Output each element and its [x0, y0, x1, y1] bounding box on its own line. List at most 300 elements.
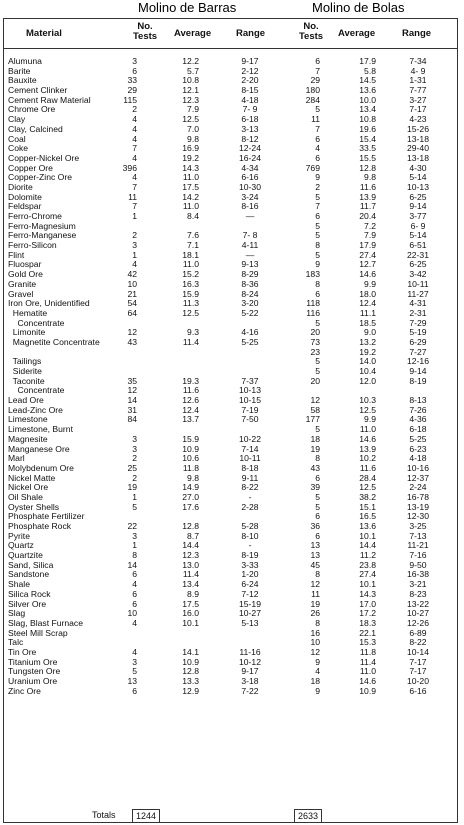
barras-average-cell: 12.5	[182, 307, 199, 318]
barras-tests-cell: 7	[132, 181, 137, 192]
barras-range-cell: 3-33	[241, 559, 259, 570]
barras-average-cell: 16.9	[182, 143, 199, 154]
bolas-average-cell: 22.1	[359, 627, 376, 638]
barras-range-cell: 4-16	[241, 327, 259, 338]
material-cell: Concentrate	[8, 385, 65, 396]
barras-range-cell: 8-19	[241, 550, 259, 561]
table-row	[4, 541, 457, 551]
barras-average-cell: 14.1	[182, 646, 199, 657]
barras-tests-cell: 4	[132, 152, 137, 163]
bolas-average-cell: 19.2	[359, 346, 376, 357]
material-cell: Flint	[8, 249, 25, 260]
barras-average-cell: 11.6	[182, 385, 199, 396]
bolas-tests-cell: 16	[310, 627, 320, 638]
bolas-range-cell: 2-24	[409, 482, 427, 493]
bolas-average-cell: 17.9	[359, 56, 376, 66]
barras-average-cell: 15.9	[182, 288, 199, 299]
barras-tests-cell: 2	[132, 230, 137, 241]
barras-average-cell: 15.9	[182, 433, 199, 444]
header-no-label: No.	[303, 21, 319, 32]
bolas-range-cell: 12-16	[407, 356, 429, 367]
barras-average-cell: 14.3	[182, 162, 199, 173]
material-cell: Phosphate Fertilizer	[8, 511, 85, 522]
barras-tests-cell: 43	[127, 336, 137, 347]
material-cell: Siderite	[8, 366, 42, 376]
table-row	[4, 96, 457, 106]
barras-tests-cell: 7	[132, 201, 137, 212]
barras-range-cell: —	[245, 211, 255, 221]
bolas-tests-cell: 19	[310, 443, 320, 454]
barras-tests-cell: 8	[132, 550, 137, 561]
header-average-bolas: Average	[338, 28, 376, 39]
barras-tests-cell: 13	[127, 676, 137, 686]
bolas-tests-cell: 11	[311, 114, 320, 125]
barras-average-cell: 12.4	[182, 404, 199, 415]
material-cell: Phosphate Rock	[8, 521, 72, 531]
bolas-range-cell: 3-77	[409, 211, 427, 221]
barras-tests-cell: 31	[127, 404, 137, 415]
header-range-barras: Range	[236, 28, 266, 39]
table-row	[4, 677, 457, 687]
barras-tests-cell: 4	[132, 579, 137, 590]
bolas-range-cell: 6-16	[409, 685, 427, 696]
barras-average-cell: 14.2	[182, 191, 199, 202]
table-row	[4, 580, 457, 590]
barras-range-cell: 6-18	[241, 114, 259, 125]
bolas-range-cell: 5-19	[409, 327, 427, 338]
bolas-average-cell: 13.2	[359, 336, 376, 347]
bolas-tests-cell: 39	[310, 482, 320, 493]
table-row	[4, 367, 457, 377]
bolas-average-cell: 12.4	[359, 298, 376, 309]
bolas-range-cell: 4- 9	[410, 65, 426, 76]
barras-average-cell: 7.6	[187, 230, 199, 241]
barras-average-cell: 19.3	[182, 375, 199, 386]
table-row	[4, 570, 457, 580]
barras-average-cell: 13.4	[182, 579, 199, 590]
barras-tests-cell: 22	[127, 521, 137, 531]
bolas-range-cell: 2-31	[409, 307, 427, 318]
table-row	[4, 638, 457, 648]
bolas-tests-cell: 6	[315, 511, 320, 522]
bolas-range-cell: 9-14	[409, 366, 427, 376]
bolas-average-cell: 11.4	[359, 656, 376, 667]
barras-tests-cell: 1	[132, 211, 137, 221]
bolas-range-cell: 4-31	[409, 298, 427, 309]
barras-average-cell: 11.4	[182, 336, 199, 347]
bolas-range-cell: 10-20	[407, 676, 429, 686]
bolas-range-cell: 13-18	[407, 152, 429, 163]
bolas-tests-cell: 6	[315, 56, 320, 66]
bolas-average-cell: 12.5	[359, 482, 376, 493]
barras-average-cell: 15.2	[182, 269, 199, 280]
barras-average-cell: 9.8	[187, 133, 199, 144]
barras-average-cell: 19.2	[182, 152, 199, 163]
table-row	[4, 115, 457, 125]
material-cell: Quartzite	[8, 550, 43, 561]
barras-tests-cell: 10	[127, 608, 137, 619]
barras-range-cell: 15-19	[239, 598, 261, 609]
material-cell: Clay, Calcined	[8, 123, 63, 134]
bolas-average-cell: 10.8	[359, 114, 376, 125]
barras-range-cell: 5-13	[241, 617, 259, 628]
barras-range-cell: 7- 8	[242, 230, 258, 241]
table-row	[4, 67, 457, 77]
material-cell: Quartz	[8, 540, 34, 551]
barras-average-cell: 16.0	[182, 608, 199, 619]
bolas-range-cell: 6-25	[409, 259, 427, 270]
material-cell: Barite	[8, 65, 31, 76]
table-row	[4, 532, 457, 542]
header-no-tests-barras	[130, 22, 160, 42]
barras-tests-cell: 14	[127, 395, 137, 406]
barras-range-cell: 2-12	[241, 65, 259, 76]
material-cell: Sand, Silica	[8, 559, 54, 570]
bolas-range-cell: 5-25	[409, 433, 427, 444]
bolas-average-cell: 11.1	[359, 307, 376, 318]
bolas-range-cell: 8-22	[409, 637, 427, 648]
bolas-range-cell: 1-31	[409, 75, 427, 86]
barras-range-cell: 10-11	[239, 453, 261, 464]
table-row	[4, 125, 457, 135]
bolas-average-cell: 9.0	[364, 327, 376, 338]
bolas-tests-cell: 4	[315, 666, 320, 677]
material-cell: Oyster Shells	[8, 501, 60, 512]
bolas-tests-cell: 12	[310, 395, 320, 406]
bolas-range-cell: 3-42	[409, 269, 427, 280]
table-row	[4, 309, 457, 319]
barras-tests-cell: 4	[132, 617, 137, 628]
bolas-tests-cell: 6	[315, 530, 320, 541]
material-cell: Chrome Ore	[8, 104, 56, 115]
bolas-tests-cell: 6	[315, 211, 320, 221]
material-cell: Oil Shale	[8, 491, 43, 502]
bolas-range-cell: 4-23	[409, 114, 427, 125]
bolas-range-cell: 12-26	[407, 617, 429, 628]
barras-tests-cell: 3	[132, 240, 137, 251]
bolas-tests-cell: 12	[310, 579, 320, 590]
barras-average-cell: 10.8	[182, 75, 199, 86]
bolas-tests-cell: 26	[310, 608, 320, 619]
table-row	[4, 483, 457, 493]
bolas-range-cell: 5-14	[409, 230, 427, 241]
table-row	[4, 319, 457, 329]
bolas-average-cell: 11.6	[359, 181, 376, 192]
barras-range-cell: 5-28	[241, 521, 259, 531]
bolas-tests-cell: 5	[315, 191, 320, 202]
bolas-average-cell: 15.4	[359, 133, 376, 144]
bolas-average-cell: 10.4	[359, 366, 376, 376]
barras-tests-cell: 19	[127, 482, 137, 493]
bolas-range-cell: 8-23	[409, 588, 427, 599]
bolas-average-cell: 11.6	[359, 462, 376, 473]
bolas-range-cell: 7-17	[409, 656, 427, 667]
barras-range-cell: 8-29	[241, 269, 259, 280]
table-row	[4, 183, 457, 193]
table-row	[4, 270, 457, 280]
barras-tests-cell: 14	[127, 559, 137, 570]
barras-range-cell: 3-18	[241, 676, 259, 686]
bolas-tests-cell: 9	[315, 172, 320, 183]
barras-tests-cell: 396	[122, 162, 137, 173]
bolas-average-cell: 13.6	[359, 521, 376, 531]
barras-average-cell: 18.1	[182, 249, 199, 260]
barras-range-cell: 7-12	[241, 588, 259, 599]
material-cell: Dolomite	[8, 191, 42, 202]
material-cell: Coal	[8, 133, 26, 144]
table-row	[4, 357, 457, 367]
barras-tests-cell: 35	[127, 375, 137, 386]
bolas-range-cell: 8-19	[409, 375, 427, 386]
barras-tests-cell: 12	[127, 327, 137, 338]
bolas-range-cell: 10-16	[407, 462, 429, 473]
bolas-average-cell: 14.0	[359, 356, 376, 367]
table-row	[4, 280, 457, 290]
bolas-tests-cell: 9	[315, 685, 320, 696]
bolas-range-cell: 15-26	[407, 123, 429, 134]
bolas-tests-cell: 5	[315, 230, 320, 241]
barras-range-cell: 9-13	[241, 259, 259, 270]
bolas-average-cell: 14.6	[359, 433, 376, 444]
barras-range-cell: 8-16	[241, 201, 259, 212]
bolas-average-cell: 10.1	[359, 530, 376, 541]
totals-label: Totals	[92, 810, 116, 820]
title-molino-de-bolas: Molino de Bolas	[312, 0, 405, 15]
barras-average-cell: 12.2	[182, 56, 199, 66]
material-cell: Diorite	[8, 181, 33, 192]
bolas-range-cell: 4-30	[409, 162, 427, 173]
barras-average-cell: 12.3	[182, 550, 199, 561]
material-cell: Sandstone	[8, 569, 50, 580]
table-row	[4, 629, 457, 639]
barras-tests-cell: 4	[132, 133, 137, 144]
table-row	[4, 154, 457, 164]
bolas-tests-cell: 6	[315, 133, 320, 144]
bolas-range-cell: 29-40	[407, 143, 429, 154]
material-cell: Limestone	[8, 414, 48, 425]
table-row	[4, 57, 457, 67]
barras-range-cell: 10-22	[239, 433, 261, 444]
material-cell: Limonite	[8, 327, 46, 338]
material-cell: Ferro-Chrome	[8, 211, 62, 221]
table-row	[4, 512, 457, 522]
bolas-average-cell: 11.2	[359, 550, 376, 561]
bolas-range-cell: 7-16	[409, 550, 427, 561]
bolas-tests-cell: 7	[315, 65, 320, 76]
barras-average-cell: 14.4	[182, 540, 199, 551]
barras-average-cell: 11.3	[182, 298, 199, 309]
barras-range-cell: 6-16	[241, 172, 259, 183]
barras-tests-cell: 3	[132, 433, 137, 444]
barras-average-cell: 11.0	[182, 201, 199, 212]
bolas-tests-cell: 2	[315, 181, 320, 192]
table-row	[4, 135, 457, 145]
barras-tests-cell: 5	[132, 501, 137, 512]
barras-average-cell: 10.1	[182, 617, 199, 628]
bolas-average-cell: 12.0	[359, 375, 376, 386]
bolas-range-cell: 3-21	[409, 579, 427, 590]
barras-range-cell: 3-13	[241, 123, 259, 134]
table-row	[4, 522, 457, 532]
table-row	[4, 600, 457, 610]
material-cell: Pyrite	[8, 530, 30, 541]
bolas-range-cell: 10-11	[407, 278, 429, 289]
barras-average-cell: 7.0	[187, 123, 199, 134]
table-row	[4, 493, 457, 503]
table-row	[4, 338, 457, 348]
barras-range-cell: 1-20	[241, 569, 259, 580]
barras-range-cell: 8-36	[241, 278, 259, 289]
barras-tests-cell: 6	[132, 588, 137, 599]
header-material: Material	[26, 28, 62, 39]
barras-tests-cell: 3	[132, 530, 137, 541]
bolas-tests-cell: 5	[315, 424, 320, 435]
barras-range-cell: 7-37	[241, 375, 259, 386]
bolas-tests-cell: 8	[315, 240, 320, 251]
bolas-range-cell: 7-27	[409, 346, 427, 357]
bolas-average-cell: 12.7	[359, 259, 376, 270]
barras-average-cell: 16.3	[182, 278, 199, 289]
barras-range-cell: 7-19	[241, 404, 259, 415]
barras-range-cell: 8-12	[241, 133, 259, 144]
bolas-tests-cell: 177	[305, 414, 320, 425]
bolas-average-cell: 18.0	[359, 288, 376, 299]
bolas-tests-cell: 6	[315, 152, 320, 163]
barras-tests-cell: 54	[127, 298, 137, 309]
material-cell: Molybdenum Ore	[8, 462, 74, 473]
barras-tests-cell: 6	[132, 65, 137, 76]
barras-range-cell: 7- 9	[242, 104, 258, 115]
barras-tests-cell: 6	[132, 569, 137, 580]
material-cell: Cement Raw Material	[8, 94, 91, 105]
bolas-tests-cell: 20	[310, 327, 320, 338]
material-cell: Magnetite Concentrate	[8, 336, 100, 347]
barras-tests-cell: 6	[132, 598, 137, 609]
bolas-average-cell: 14.6	[359, 676, 376, 686]
bolas-range-cell: 6-51	[409, 240, 427, 251]
barras-tests-cell: 2	[132, 472, 137, 483]
barras-range-cell: 10-13	[239, 385, 261, 396]
bolas-average-cell: 11.0	[359, 424, 376, 435]
table-row	[4, 396, 457, 406]
barras-range-cell: 3-20	[241, 298, 259, 309]
barras-tests-cell: 4	[132, 114, 137, 125]
material-cell: Tin Ore	[8, 646, 37, 657]
barras-average-cell: 11.0	[182, 172, 199, 183]
barras-tests-cell: 3	[132, 443, 137, 454]
bolas-tests-cell: 5	[315, 249, 320, 260]
totals-row	[4, 809, 457, 822]
material-cell: Feldspar	[8, 201, 42, 212]
barras-range-cell: 12-24	[239, 143, 261, 154]
bolas-average-cell: 10.9	[359, 685, 376, 696]
barras-average-cell: 12.9	[182, 685, 199, 696]
bolas-tests-cell: 13	[310, 550, 320, 561]
bolas-tests-cell: 18	[310, 433, 320, 444]
barras-tests-cell: 11	[128, 191, 137, 202]
bolas-average-cell: 33.5	[359, 143, 376, 154]
bolas-range-cell: 22-31	[407, 249, 429, 260]
barras-average-cell: 10.9	[182, 443, 199, 454]
barras-tests-cell: 29	[127, 85, 137, 96]
barras-tests-cell: 2	[132, 453, 137, 464]
barras-average-cell: 12.8	[182, 521, 199, 531]
material-cell: Slag	[8, 608, 26, 619]
barras-average-cell: 7.9	[187, 104, 199, 115]
bolas-average-cell: 19.6	[359, 123, 376, 134]
table-row	[4, 251, 457, 261]
bolas-tests-cell: 11	[311, 588, 320, 599]
bolas-range-cell: 10-14	[407, 646, 429, 657]
material-cell: Shale	[8, 579, 30, 590]
barras-tests-cell: 4	[132, 172, 137, 183]
bolas-range-cell: 13-18	[407, 133, 429, 144]
bolas-range-cell: 12-30	[407, 511, 429, 522]
barras-range-cell: 11-16	[239, 646, 261, 657]
bolas-average-cell: 10.1	[359, 579, 376, 590]
bolas-average-cell: 38.2	[359, 491, 376, 502]
barras-range-cell: 9-11	[241, 472, 259, 483]
bolas-average-cell: 14.6	[359, 269, 376, 280]
bolas-range-cell: 4-18	[409, 453, 427, 464]
material-cell: Limestone, Burnt	[8, 424, 73, 435]
barras-average-cell: 13.3	[182, 676, 199, 686]
material-cell: Ferro-Manganese	[8, 230, 77, 241]
barras-average-cell: 10.9	[182, 656, 199, 667]
bolas-tests-cell: 5	[315, 501, 320, 512]
bolas-tests-cell: 6	[315, 472, 320, 483]
barras-tests-cell: 42	[127, 269, 137, 280]
bolas-range-cell: 6-18	[409, 424, 427, 435]
bolas-range-cell: 6-29	[409, 336, 427, 347]
material-cell: Ferro-Magnesium	[8, 220, 76, 231]
bolas-average-cell: 7.2	[364, 220, 376, 231]
material-cell: Clay	[8, 114, 26, 125]
material-cell: Concentrate	[8, 317, 65, 328]
barras-range-cell: 9-17	[241, 56, 259, 66]
header-average-barras: Average	[174, 28, 212, 39]
bolas-range-cell: 9-50	[409, 559, 427, 570]
barras-range-cell: 8-15	[241, 85, 259, 96]
table-row	[4, 105, 457, 115]
barras-tests-cell: 1	[132, 540, 137, 551]
table-row	[4, 464, 457, 474]
material-cell: Coke	[8, 143, 29, 154]
material-cell: Uranium Ore	[8, 676, 58, 686]
barras-tests-cell: 25	[127, 462, 137, 473]
material-cell: Iron Ore, Unidentified	[8, 298, 90, 309]
barras-tests-cell: 33	[127, 75, 137, 86]
bolas-range-cell: 9-14	[409, 201, 427, 212]
bolas-range-cell: 7-26	[409, 404, 427, 415]
barras-range-cell: 8-10	[241, 530, 259, 541]
bolas-tests-cell: 284	[305, 94, 320, 105]
barras-average-cell: 10.6	[182, 453, 199, 464]
material-cell: Marl	[8, 453, 25, 464]
material-cell: Ferro-Silicon	[8, 240, 57, 251]
table-row	[4, 551, 457, 561]
bolas-range-cell: 10-13	[407, 181, 429, 192]
material-cell: Copper-Nickel Ore	[8, 152, 80, 163]
table-row	[4, 406, 457, 416]
bolas-tests-cell: 6	[315, 288, 320, 299]
totals-bolas: 2633	[294, 809, 322, 823]
bolas-tests-cell: 5	[315, 356, 320, 367]
table-row	[4, 76, 457, 86]
material-cell: Lead Ore	[8, 395, 44, 406]
material-cell: Taconite	[8, 375, 45, 386]
barras-range-cell: 8-18	[241, 462, 259, 473]
